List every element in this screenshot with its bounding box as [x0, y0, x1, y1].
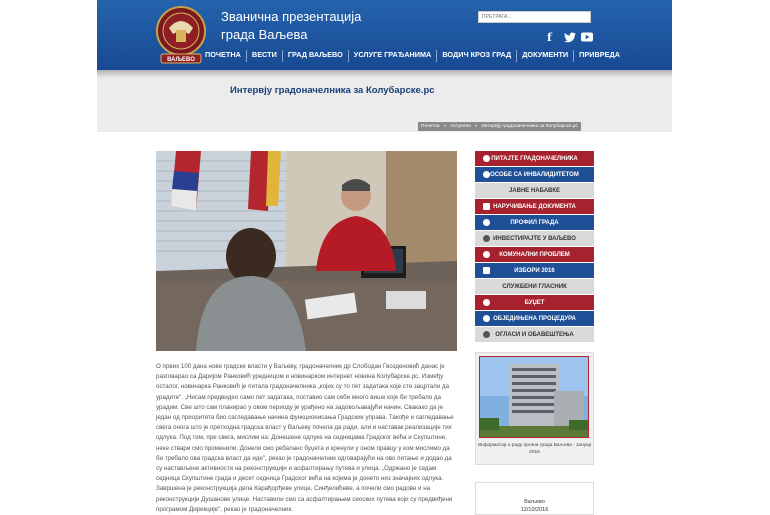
person-icon	[483, 331, 490, 338]
button-label: НАРУЧИВАЊЕ ДОКУМЕНТА	[493, 203, 576, 210]
button-label: ПИТАЈТЕ ГРАДОНАЧЕЛНИКА	[491, 155, 578, 162]
disabled-persons-button[interactable]	[475, 167, 594, 182]
logo-text: ВАЉЕВО	[167, 57, 195, 63]
title-band	[97, 70, 672, 132]
article-paragraph: О првих 100 дана нове градске власти у Ваљеву, градоначелник др Слободан Гвозденовић данас је разговарао са Даријом Ранковић уредницом и новинарком интернет новина Колубарске.рс. Између осталог, новинарка Ранковић је питала градоначелника „којих су то пет задатака које сте зацртали да урадите". „Нисам предвидео само пет задатака, поставио сам себи много више које би требало да урадим. Све што сам планирао у овом периоду је урађено на задовољавајући начин. Свакако да је један од приоритета био сагледавање начина функционисања Градских управа. Такође и сагледавање свега онога што је претходна градска власт у Ваљеву почела да ради, али и наставак реализације тих одлука. Под тим, пре свега, мислим на: Донешене одлуке на седницама Градског већа и Скупштине, неке ствари смо променили. Донели смо ребаланс буџета и кренули у оном правцу у ком мислимо да би требало ова градска власт да иде", рекао је градоначелник одговарајући на ово питање и додао да су настављене активности на реконструкцији и асфалтирању путева и улица. „Одржано је седам седница Скупштине града и десет седница Градског већа на којима је донето низ значајних одлука. Завршена је реконструкција дела Карађорђеве улице, Синђелићеве, а почели смо радове и на реконструкцији Душанове улице. Наставили смо са асфалтирањем сеоских путева који су предвиђени програмом Дирекције", рекао је градоначелник.	[156, 363, 454, 513]
informator-caption[interactable]: Информатор о раду органа града Ваљева - Јануар 2016	[477, 443, 592, 455]
public-procurement-button[interactable]	[475, 183, 594, 198]
elections-button[interactable]	[475, 263, 594, 278]
interview-photo	[156, 151, 457, 351]
order-document-button[interactable]	[475, 199, 594, 214]
nav-item-news[interactable]: ВЕСТИ	[247, 50, 283, 62]
site-title-line2: града Ваљева	[221, 27, 308, 42]
person-icon	[483, 219, 490, 226]
document-icon	[483, 267, 490, 274]
sidebar-menu	[475, 151, 594, 343]
ask-mayor-button[interactable]	[475, 151, 594, 166]
search-input[interactable]	[478, 11, 591, 23]
document-icon	[483, 203, 490, 210]
twitter-icon[interactable]	[564, 32, 576, 46]
button-label: ОСОБЕ СА ИНВАЛИДИТЕТОМ	[490, 171, 579, 178]
budget-button[interactable]	[475, 295, 594, 310]
coins-icon	[483, 299, 490, 306]
nav-item-guide[interactable]: ВОДИЧ КРОЗ ГРАД	[437, 50, 517, 62]
unified-procedure-button[interactable]	[475, 311, 594, 326]
site-title[interactable]	[221, 8, 421, 44]
article-body	[156, 362, 458, 515]
button-label: КОМУНАЛНИ ПРОБЛЕМ	[499, 251, 570, 258]
button-label: ОГЛАСИ И ОБАВЕШТЕЊА	[495, 331, 574, 338]
refresh-icon	[483, 315, 490, 322]
announcements-button[interactable]	[475, 327, 594, 342]
nav-item-documents[interactable]: ДОКУМЕНТИ	[517, 50, 574, 62]
refresh-icon	[483, 251, 490, 258]
main-nav	[200, 50, 625, 62]
breadcrumb	[418, 122, 581, 131]
date-city: Ваљево	[524, 499, 545, 505]
facebook-icon[interactable]: f	[547, 31, 552, 44]
person-icon	[483, 155, 490, 162]
breadcrumb-separator: »	[443, 124, 447, 129]
city-hall-photo[interactable]	[479, 356, 589, 438]
youtube-icon[interactable]	[581, 32, 593, 45]
nav-item-home[interactable]: ПОЧЕТНА	[200, 50, 247, 62]
breadcrumb-home[interactable]: Почетна	[421, 124, 440, 129]
page-title: Интервју градоначелника за Колубарске.рс	[230, 85, 435, 96]
breadcrumb-current: Интервју градоначелника за Колубарске.рс	[481, 124, 578, 129]
button-label: СЛУЖБЕНИ ГЛАСНИК	[502, 283, 567, 290]
button-label: ЈАВНЕ НАБАВКЕ	[508, 187, 561, 194]
button-label: ИЗБОРИ 2016	[514, 267, 555, 274]
button-label: ПРОФИЛ ГРАДА	[510, 219, 559, 226]
official-gazette-button[interactable]	[475, 279, 594, 294]
nav-item-city[interactable]: ГРАД ВАЉЕВО	[283, 50, 349, 62]
nav-item-services[interactable]: УСЛУГЕ ГРАЂАНИМА	[349, 50, 438, 62]
communal-problem-button[interactable]	[475, 247, 594, 262]
button-label: ОБЈЕДИЊЕНА ПРОЦЕДУРА	[493, 315, 576, 322]
button-label: БУЏЕТ	[524, 299, 545, 306]
city-profile-button[interactable]	[475, 215, 594, 230]
breadcrumb-separator: »	[474, 124, 478, 129]
date-value: 12/10/2016	[520, 507, 549, 513]
site-title-line1: Званична презентација	[221, 9, 362, 24]
band-shadow	[97, 70, 672, 78]
button-label: ИНВЕСТИРАЈТЕ У ВАЉЕВО	[493, 235, 576, 242]
nav-item-economy[interactable]: ПРИВРЕДА	[579, 50, 620, 59]
invest-button[interactable]	[475, 231, 594, 246]
person-icon	[483, 235, 490, 242]
eye-icon	[483, 171, 490, 178]
breadcrumb-news[interactable]: Актуелно	[450, 124, 471, 129]
